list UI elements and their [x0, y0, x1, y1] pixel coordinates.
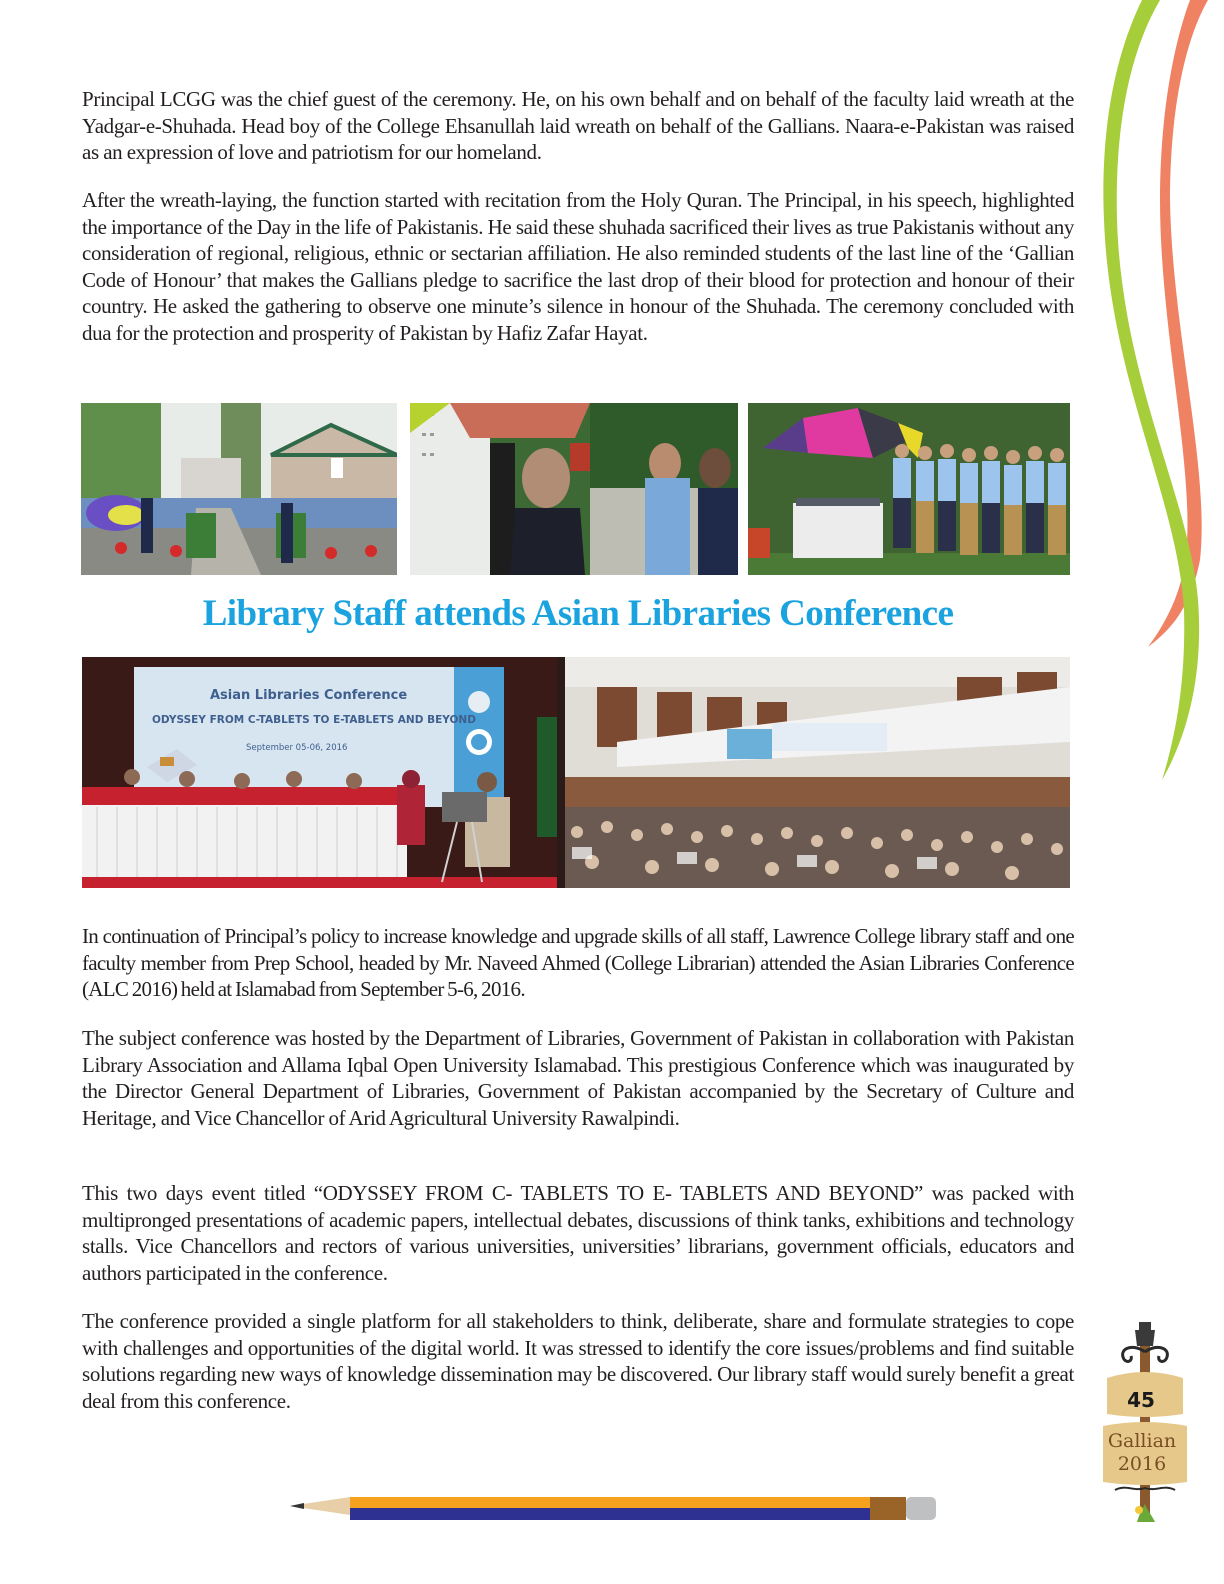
signpost-page-marker [1095, 1322, 1195, 1528]
photo-principal-speech [410, 403, 738, 575]
article2-paragraph: The conference provided a single platform for all stakeholders to think, deliberate, share and formulate strategies to cope with challenges and opportunities of the digital world. It was stressed to identify the core issues/problems and find suitable solutions regarding new ways of knowledge dissemination may be discovered. Our library staff would surely benefit a great deal from this conference. [82, 1309, 1074, 1413]
pencil-decoration [290, 1490, 940, 1530]
magazine-year: 2016 [1117, 1453, 1167, 1475]
page-number: 45 [1127, 1388, 1155, 1412]
photo-conference-stage [82, 657, 557, 888]
article2-paragraph: This two days event titled “ODYSSEY FROM C- TABLETS TO E- TABLETS AND BEYOND” was packed with multipronged presentations of academic papers, intellectual debates, discussions of think tanks, exhibitions and technology stalls. Vice Chancellors and rectors of various universities, universities’ librarians, government officials, educators and authors participated in the conference. [82, 1181, 1074, 1285]
photo-wreath-ceremony-grounds [81, 403, 397, 575]
banner-date: September 05-06, 2016 [246, 743, 348, 753]
photo-students-umbrella [748, 403, 1070, 575]
article1-paragraph: Principal LCGG was the chief guest of the ceremony. He, on his own behalf and on behalf of the faculty laid wreath at the Yadgar-e-Shuhada. Head boy of the College Ehsanullah laid wreath on behalf of the Gallians. Naara-e-Pakistan was raised as an expression of love and patriotism for our homeland. [82, 87, 1074, 165]
banner-title: Asian Libraries Conference [210, 688, 408, 703]
photo-conference-audience [557, 657, 1070, 888]
banner-subtitle: ODYSSEY FROM C-TABLETS TO E-TABLETS AND BEYOND [152, 714, 476, 726]
magazine-name: Gallian [1107, 1430, 1177, 1452]
article2-paragraph: In continuation of Principal’s policy to increase knowledge and upgrade skills of all staff, Lawrence College library staff and one faculty member from Prep School, headed by Mr. Naveed Ahmed (College Librarian) attended the Asian Libraries Conference (ALC 2016) held at Islamabad from September 5-6, 2016. [82, 924, 1074, 1002]
article-heading: Library Staff attends Asian Libraries Conference [202, 593, 954, 634]
article2-paragraph: The subject conference was hosted by the Department of Libraries, Government of Pakistan in collaboration with Pakistan Library Association and Allama Iqbal Open University Islamabad. This prestigious Conference which was inaugurated by the Director General Department of Libraries, Government of Pakistan accompanied by the Secretary of Culture and Heritage, and Vice Chancellor of Arid Agricultural University Rawalpindi. [82, 1026, 1074, 1130]
decorative-swoosh [1090, 0, 1224, 800]
article1-paragraph: After the wreath-laying, the function started with recitation from the Holy Quran. The Principal, in his speech, highlighted the importance of the Day in the life of Pakistanis. He said these shuhada sacrificed their lives as true Pakistanis without any consideration of regional, religious, ethnic or sectarian affiliation. He also reminded students of the last line of the ‘Gallian Code of Honour’ that makes the Gallians pledge to sacrifice the last drop of their blood for protection and honour of their country. He asked the gathering to observe one minute’s silence in honour of the Shuhada. The ceremony concluded with dua for the protection and prosperity of Pakistan by Hafiz Zafar Hayat. [82, 188, 1074, 345]
